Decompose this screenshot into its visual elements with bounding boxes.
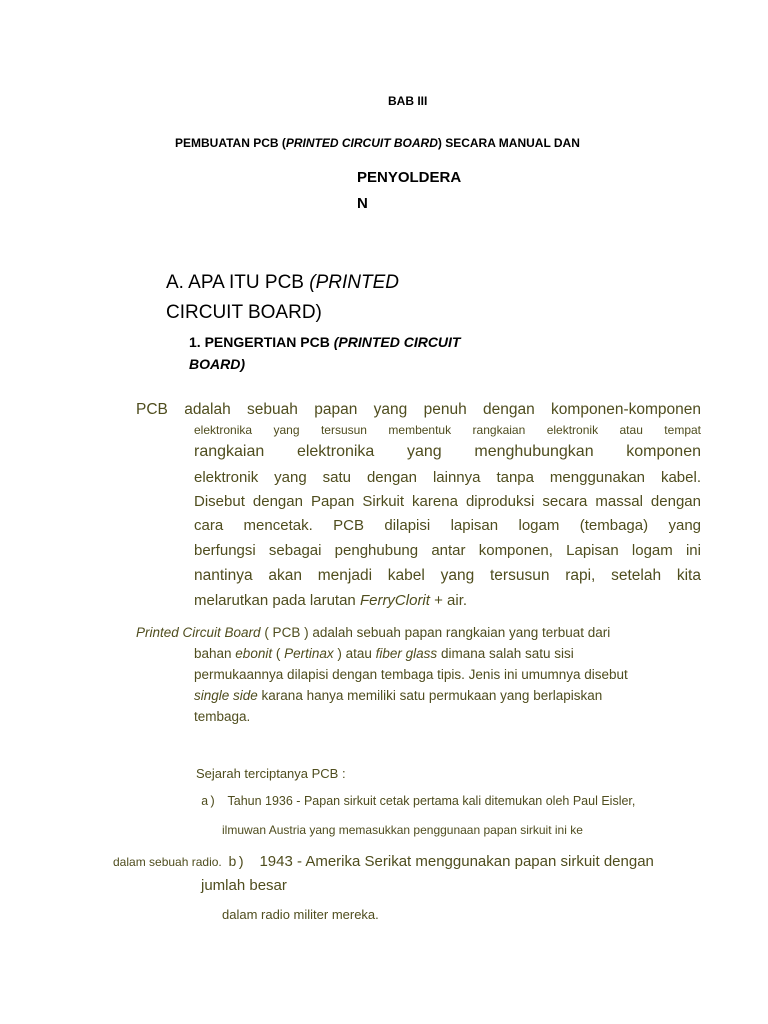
chapter-title-part2: PRINTED CIRCUIT BOARD (285, 136, 438, 150)
chapter-title-line2a: PENYOLDERA (357, 169, 462, 186)
chapter-title (175, 136, 580, 150)
history-heading: Sejarah terciptanya PCB : (196, 766, 346, 781)
history-item-b-line2: jumlah besar (201, 877, 287, 894)
para2-line2-g: dimana salah satu sisi (437, 646, 574, 661)
para2-line1-italic: Printed Circuit Board (136, 625, 261, 640)
para1-line6: cara mencetak. PCB dilapisi lapisan logam (tembaga) yang (194, 517, 701, 534)
history-item-b-marker: b) (228, 855, 246, 871)
para2-line1 (136, 625, 610, 640)
para1-line5: Disebut dengan Papan Sirkuit karena diproduksi secara massal dengan (194, 493, 701, 510)
para1-line9-end: + air. (429, 592, 468, 609)
para1-line9-text: melarutkan pada larutan (194, 592, 360, 609)
para2-line2-a: bahan (194, 646, 236, 661)
subsection-1-text: 1. PENGERTIAN PCB (189, 334, 334, 350)
history-item-a-text: Tahun 1936 - Papan sirkuit cetak pertama kali ditemukan oleh Paul Eisler, (227, 794, 636, 808)
history-item-a-marker: a) (201, 795, 217, 809)
section-a-italic: (PRINTED (309, 272, 399, 293)
chapter-title-line2 (357, 165, 461, 217)
history-item-a (201, 794, 635, 809)
para2-line2-e: ) atau (333, 646, 376, 661)
para1-line3: rangkaian elektronika yang menghubungkan komponen (194, 443, 701, 460)
para2-line3: permukaannya dilapisi dengan tembaga tipis. Jenis ini umumnya disebut (194, 667, 628, 682)
subsection-1-line2: BOARD) (189, 356, 245, 372)
para1-line2: elektronika yang tersusun membentuk rangkaian elektronik atau tempat (194, 423, 701, 437)
subsection-1-italic: (PRINTED CIRCUIT (333, 334, 461, 350)
chapter-title-line2b: N (357, 195, 368, 212)
chapter-title-part1: PEMBUATAN PCB ( (175, 136, 286, 150)
section-a-line2: CIRCUIT BOARD) (166, 302, 322, 323)
para2-line2-d: Pertinax (284, 646, 334, 661)
para2-line4-italic: single side (194, 688, 258, 703)
para1-line8: nantinya akan menjadi kabel yang tersusun rapi, setelah kita (194, 567, 701, 584)
history-item-b (113, 853, 654, 871)
para2-line2 (194, 646, 574, 661)
chapter-label: BAB III (388, 94, 428, 108)
para2-line4 (194, 688, 602, 703)
para2-line5: tembaga. (194, 709, 251, 724)
para1-line9 (194, 592, 467, 609)
para1-line7: berfungsi sebagai penghubung antar komponen, Lapisan logam ini (194, 542, 701, 559)
history-item-b-line3: dalam radio militer mereka. (222, 907, 379, 922)
para2-line2-b: ebonit (235, 646, 273, 661)
para1-line9-italic: FerryClorit (359, 592, 430, 609)
section-a-text: A. APA ITU PCB (166, 272, 310, 293)
para1-line4: elektronik yang satu dengan lainnya tanpa menggunakan kabel. (194, 469, 701, 486)
para2-line1-text: ( PCB ) adalah sebuah papan rangkaian yang terbuat dari (260, 625, 611, 640)
para1-line1: PCB adalah sebuah papan yang penuh dengan komponen-komponen (136, 401, 701, 418)
history-item-a-line2: ilmuwan Austria yang memasukkan penggunaan papan sirkuit ini ke (222, 823, 583, 837)
section-a-heading (166, 268, 399, 328)
chapter-title-part3: ) SECARA MANUAL DAN (437, 136, 580, 150)
para2-line4-text: karana hanya memiliki satu permukaan yang berlapiskan (257, 688, 603, 703)
subsection-1-heading (189, 331, 460, 375)
history-item-b-text: 1943 - Amerika Serikat menggunakan papan sirkuit dengan (259, 853, 654, 870)
para2-line2-c: ( (272, 646, 285, 661)
para2-line2-f: fiber glass (375, 646, 438, 661)
history-item-b-prefix: dalam sebuah radio. (113, 855, 222, 869)
